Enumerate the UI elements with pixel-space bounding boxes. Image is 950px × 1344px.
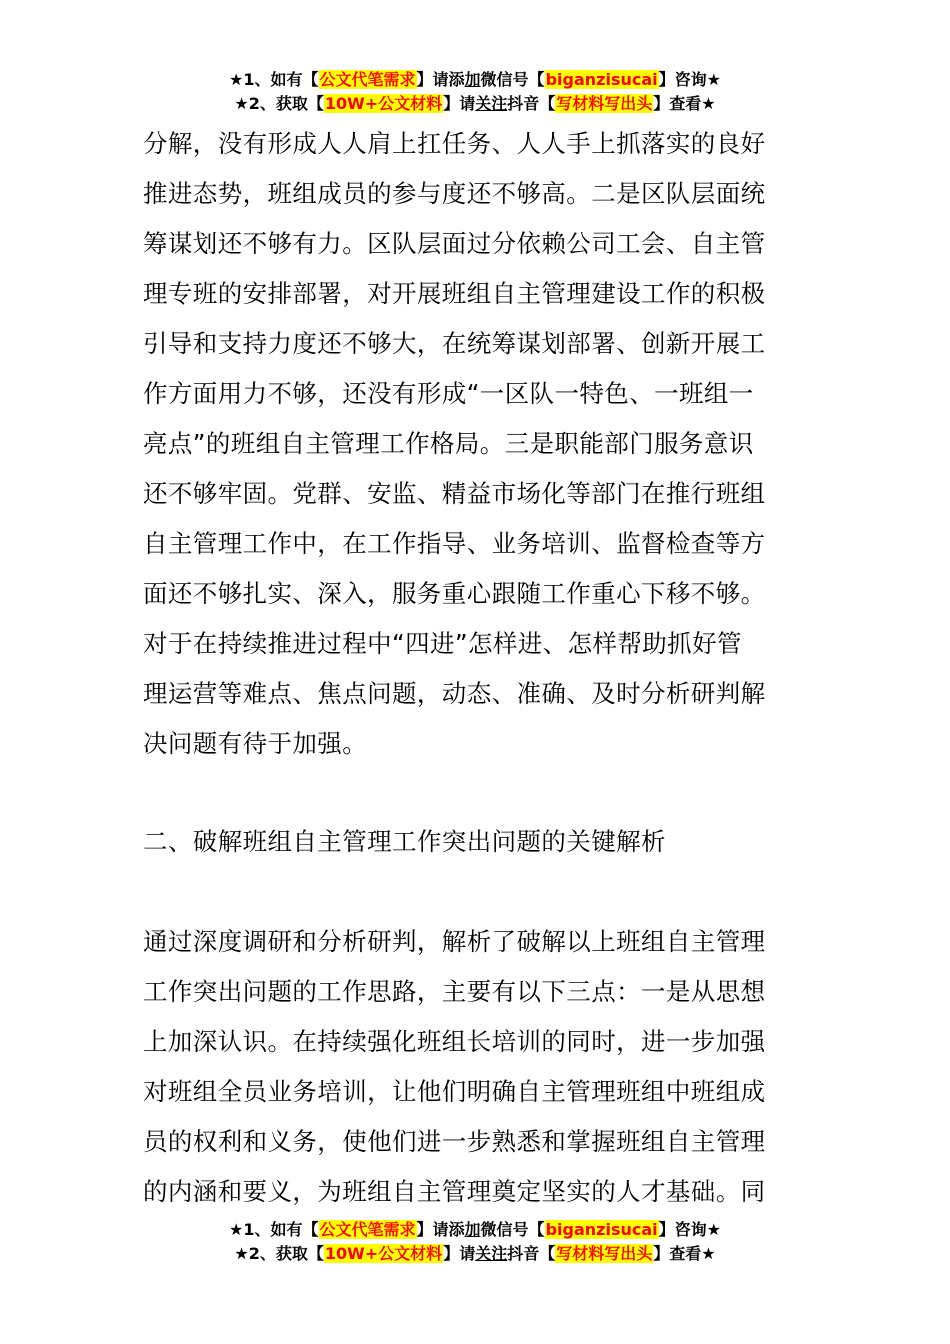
- highlight-wechat-id: biganzisucai: [545, 1220, 658, 1239]
- banner-line-1: [0, 1218, 950, 1242]
- banner-line-2: [0, 92, 950, 116]
- highlight-service: 公文代笔需求: [319, 1220, 416, 1239]
- highlight-materials: 10W+公文材料: [324, 94, 443, 113]
- banner-text: 】咨询★: [658, 70, 721, 89]
- section-heading-text: 二、破解班组自主管理工作突出问题的关键解析: [143, 827, 666, 856]
- body-paragraph-1: [143, 119, 807, 769]
- banner-text: ★2、获取【: [234, 94, 324, 113]
- text-line: 通过深度调研和分析研判，解析了破解以上班组自主管理: [143, 927, 766, 956]
- banner-text: ★2、获取【: [234, 1244, 324, 1263]
- text-line: 推进态势，班组成员的参与度还不够高。二是区队层面统: [143, 179, 766, 208]
- highlight-douyin-account: 写材料写出头: [556, 1244, 653, 1263]
- highlight-materials: 10W+公文材料: [324, 1244, 443, 1263]
- banner-text-underlined: 加: [464, 1220, 481, 1239]
- banner-text: 】查看★: [653, 94, 716, 113]
- text-line: 分解，没有形成人人肩上扛任务、人人手上抓落实的良好: [143, 129, 766, 158]
- banner-text: ★1、如有【: [229, 70, 319, 89]
- banner-text-underlined: 关注: [475, 1244, 508, 1263]
- banner-text: 抖音【: [507, 1244, 556, 1263]
- section-heading: [143, 817, 807, 867]
- banner-text: ★1、如有【: [229, 1220, 319, 1239]
- text-line: 理运营等难点、焦点问题，动态、准确、及时分析研判解: [143, 679, 766, 708]
- banner-text: 抖音【: [507, 94, 556, 113]
- text-line: 筹谋划还不够有力。区队层面过分依赖公司工会、自主管: [143, 229, 766, 258]
- text-line: 的内涵和要义，为班组自主管理奠定坚实的人才基础。同: [143, 1177, 766, 1206]
- banner-text-underlined: 关注: [475, 94, 508, 113]
- banner-text: 微信号【: [480, 1220, 545, 1239]
- body-paragraph-2: [143, 917, 807, 1217]
- text-line: 亮点”的班组自主管理工作格局。三是职能部门服务意识: [143, 429, 754, 458]
- text-line: 引导和支持力度还不够大，在统筹谋划部署、创新开展工: [143, 329, 766, 358]
- text-line: 自主管理工作中，在工作指导、业务培训、监督检查等方: [143, 529, 766, 558]
- banner-text: 】咨询★: [658, 1220, 721, 1239]
- text-line: 上加深认识。在持续强化班组长培训的同时，进一步加强: [143, 1027, 766, 1056]
- banner-line-1: [0, 68, 950, 92]
- highlight-service: 公文代笔需求: [319, 70, 416, 89]
- footer-banner: [0, 1218, 950, 1266]
- banner-text: 】请添: [416, 1220, 465, 1239]
- text-line: 决问题有待于加强。: [143, 729, 368, 758]
- text-line: 对班组全员业务培训，让他们明确自主管理班组中班组成: [143, 1077, 766, 1106]
- banner-text: 】请: [443, 1244, 476, 1263]
- header-banner: [0, 68, 950, 116]
- text-line: 还不够牢固。党群、安监、精益市场化等部门在推行班组: [143, 479, 766, 508]
- text-line: 作方面用力不够，还没有形成“一区队一特色、一班组一: [143, 379, 754, 408]
- text-line: 面还不够扎实、深入，服务重心跟随工作重心下移不够。: [143, 579, 766, 608]
- text-line: 员的权利和义务，使他们进一步熟悉和掌握班组自主管理: [143, 1127, 766, 1156]
- banner-text: 微信号【: [480, 70, 545, 89]
- banner-text: 】查看★: [653, 1244, 716, 1263]
- text-line: 对于在持续推进过程中“四进”怎样进、怎样帮助抓好管: [143, 629, 742, 658]
- highlight-douyin-account: 写材料写出头: [556, 94, 653, 113]
- text-line: 理专班的安排部署，对开展班组自主管理建设工作的积极: [143, 279, 766, 308]
- banner-text: 】请: [443, 94, 476, 113]
- text-line: 工作突出问题的工作思路，主要有以下三点：一是从思想: [143, 977, 766, 1006]
- banner-text-underlined: 加: [464, 70, 481, 89]
- highlight-wechat-id: biganzisucai: [545, 70, 658, 89]
- banner-line-2: [0, 1242, 950, 1266]
- banner-text: 】请添: [416, 70, 465, 89]
